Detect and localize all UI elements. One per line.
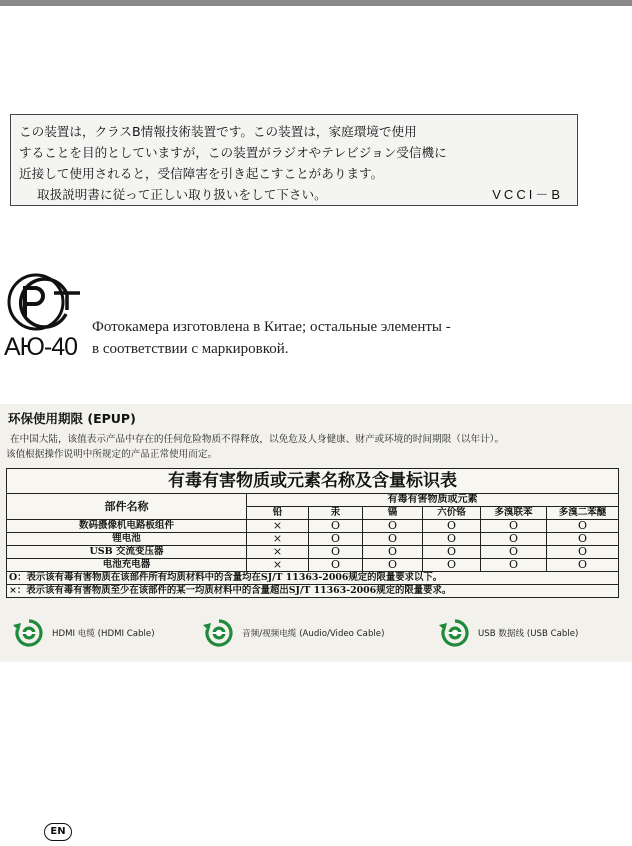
table-row	[7, 533, 619, 546]
table-row	[7, 546, 619, 559]
substance-mark: ×	[247, 533, 309, 546]
epup-title: 环保使用期限 (EPUP)	[8, 411, 136, 426]
substance-mark: O	[309, 559, 363, 572]
substance-mark: O	[363, 559, 423, 572]
russian-origin-statement	[92, 316, 542, 360]
substance-header: 多溴联苯	[481, 507, 547, 520]
substance-mark: O	[481, 559, 547, 572]
cable-item-usb	[436, 618, 578, 648]
substance-mark: O	[547, 533, 619, 546]
substance-mark: O	[423, 546, 481, 559]
part-name: USB 交流变压器	[7, 546, 247, 559]
cable-label: HDMI 电缆 (HDMI Cable)	[52, 629, 155, 639]
cable-epup-list	[10, 618, 630, 652]
epup-recycle-icon	[10, 618, 48, 648]
russian-line-2: в соответствии с маркировкой.	[92, 341, 289, 357]
note-o: O：表示该有毒有害物质在该部件所有均质材料中的含量均在SJ/T 11363-2006规定的限量要求以下。	[7, 572, 619, 585]
substance-header: 镉	[363, 507, 423, 520]
cable-label: USB 数据线 (USB Cable)	[478, 629, 579, 639]
substance-mark: O	[547, 559, 619, 572]
vcci-line-4	[19, 184, 569, 205]
table-row	[7, 520, 619, 533]
top-bar	[0, 0, 632, 6]
substance-mark: ×	[247, 546, 309, 559]
part-name: 锂电池	[7, 533, 247, 546]
language-badge: EN	[44, 823, 72, 841]
substance-mark: O	[363, 546, 423, 559]
part-name: 数码摄像机电路板组件	[7, 520, 247, 533]
substance-header: 汞	[309, 507, 363, 520]
substance-mark: O	[309, 520, 363, 533]
substance-mark: O	[309, 546, 363, 559]
vcci-line-3: 近接して使用されると，受信障害を引き起こすことがあります。	[19, 166, 384, 181]
table-title: 有毒有害物质或元素名称及含量标识表	[7, 469, 619, 494]
certification-code: АЮ-40	[4, 333, 78, 361]
substance-mark: O	[547, 546, 619, 559]
vcci-notice-box	[10, 114, 578, 206]
russian-line-1: Фотокамера изготовлена в Китае; остальные элементы -	[92, 319, 451, 335]
substance-mark: O	[481, 546, 547, 559]
cable-item-av	[200, 618, 384, 648]
substance-mark: O	[423, 520, 481, 533]
epup-recycle-icon	[200, 618, 238, 648]
substance-mark: O	[547, 520, 619, 533]
vcci-line-4-text: 取扱説明書に従って正しい取り扱いをして下さい。	[37, 187, 327, 202]
china-rohs-section	[0, 404, 632, 662]
cable-item-hdmi	[10, 618, 155, 648]
part-name: 电池充电器	[7, 559, 247, 572]
substance-mark: ×	[247, 559, 309, 572]
substance-mark: O	[363, 533, 423, 546]
substance-mark: O	[423, 559, 481, 572]
substance-mark: O	[481, 520, 547, 533]
vcci-line-2: することを目的としていますが，この装置がラジオやテレビジョン受信機に	[19, 145, 447, 160]
note-x: ×：表示该有毒有害物质至少在该部件的某一均质材料中的含量超出SJ/T 11363-2006规定的限量要求。	[7, 585, 619, 598]
epup-recycle-icon	[436, 618, 474, 648]
pct-certification-logo-icon	[6, 272, 86, 332]
table-row	[7, 559, 619, 572]
vcci-line-1: この装置は，クラスB情報技術装置です。この装置は，家庭環境で使用	[19, 124, 417, 139]
epup-description-2: 该值根据操作说明中所规定的产品正常使用而定。	[6, 449, 218, 460]
substance-header: 多溴二苯醚	[547, 507, 619, 520]
cable-label: 音频/视频电缆 (Audio/Video Cable)	[242, 629, 385, 639]
substance-mark: O	[309, 533, 363, 546]
substance-header: 六价铬	[423, 507, 481, 520]
substance-mark: O	[363, 520, 423, 533]
substance-group-header: 有毒有害物质或元素	[247, 494, 619, 507]
substance-mark: O	[423, 533, 481, 546]
substance-header: 铅	[247, 507, 309, 520]
substance-mark: O	[481, 533, 547, 546]
hazardous-substance-table	[6, 468, 619, 598]
vcci-class-code: VCCI－B	[492, 187, 563, 202]
epup-description-1: 在中国大陆，该值表示产品中存在的任何危险物质不得释放，以免危及人身健康、财产或环境的时间期限（以年计）。	[10, 434, 505, 445]
substance-mark: ×	[247, 520, 309, 533]
part-name-header: 部件名称	[7, 494, 247, 520]
